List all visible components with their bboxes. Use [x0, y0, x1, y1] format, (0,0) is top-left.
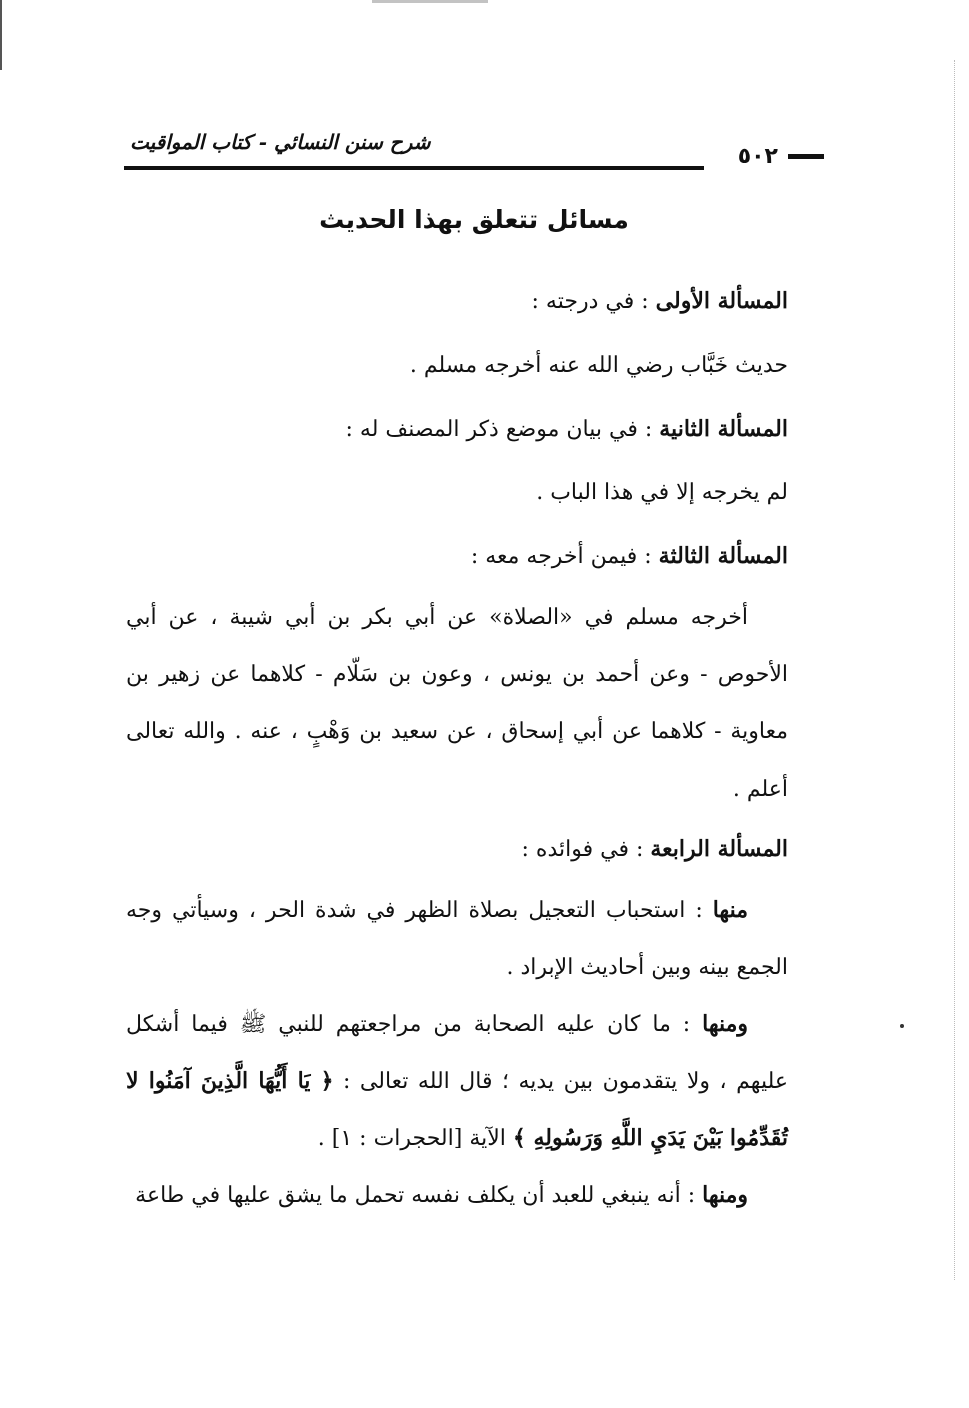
section-title: مسائل تتعلق بهذا الحديث [319, 205, 629, 234]
page-number-dash [788, 154, 824, 159]
quran-verse: ﴿ يَا أَيُّهَا الَّذِينَ آمَنُوا لا تُقَدِّمُوا بَيْنَ يَدَيِ اللَّهِ وَرَسُولِهِ ﴾ [126, 1068, 788, 1152]
issue-4-topic: : في فوائده : [521, 836, 644, 862]
scan-speck [900, 1024, 904, 1028]
verse-reference: الآية [الحجرات : ١] . [317, 1126, 506, 1152]
running-title: شرح سنن النسائي - كتاب المواقيت [130, 130, 431, 154]
benefit-1 [126, 882, 788, 996]
issue-2-label: المسألة الثانية [659, 415, 788, 442]
issue-1-heading [126, 270, 788, 334]
page-number: ٥٠٢ [737, 144, 778, 169]
scan-top-mark [372, 0, 488, 3]
issue-1-text: حديث خَبَّاب رضي الله عنه أخرجه مسلم . [409, 352, 788, 378]
issue-3-label: المسألة الثالثة [658, 543, 788, 570]
page-body [126, 270, 788, 1225]
issue-3-text: أخرجه مسلم في «الصلاة» عن أبي بكر بن أبي شيبة ، عن أبي الأحوص - وعن أحمد بن يونس ، وعون بن سَلّام - كلاهما عن زهير بن معاوية - كلاهما عن أبي إسحاق ، عن سعيد بن وَهْبٍ ، عنه . والله تعالى أعلم . [126, 604, 788, 802]
benefit-2-text: : ما كان عليه الصحابة من مراجعتهم للنبي ﷺ فيما أشكل عليهم ، ولا يتقدمون بين يديه ؛ قال الله تعالى : [126, 1011, 788, 1095]
page-number-block [738, 144, 824, 169]
issue-4-label: المسألة الرابعة [650, 835, 788, 862]
issue-4-heading [126, 818, 788, 882]
header-rule [124, 166, 704, 170]
benefit-3 [126, 1167, 788, 1224]
issue-1-topic: : في درجته : [531, 289, 649, 314]
issue-2-text: لم يخرجه إلا في هذا الباب . [536, 480, 788, 506]
issue-3-topic: : فيمن أخرجه معه : [470, 544, 652, 570]
benefit-2 [126, 996, 788, 1168]
benefit-1-text: : استحباب التعجيل بصلاة الظهر في شدة الحر ، وسيأتي وجه الجمع بينه وبين أحاديث الإبراد . [126, 897, 788, 980]
benefit-1-label: منها [712, 896, 748, 923]
scan-left-edge [0, 0, 2, 70]
issue-2-heading [126, 398, 788, 462]
benefit-2-label: ومنها [702, 1010, 748, 1037]
issue-1-label: المسألة الأولى [655, 288, 788, 314]
scan-right-edge [953, 60, 955, 1280]
issue-3-heading [126, 525, 788, 589]
issue-2-topic: : في بيان موضع ذكر المصنف له : [345, 416, 653, 442]
page-header [124, 126, 824, 170]
benefit-3-text: : أنه ينبغي للعبد أن يكلف نفسه تحمل ما يشق عليها في طاعة [135, 1183, 696, 1209]
benefit-3-label: ومنها [702, 1182, 748, 1209]
